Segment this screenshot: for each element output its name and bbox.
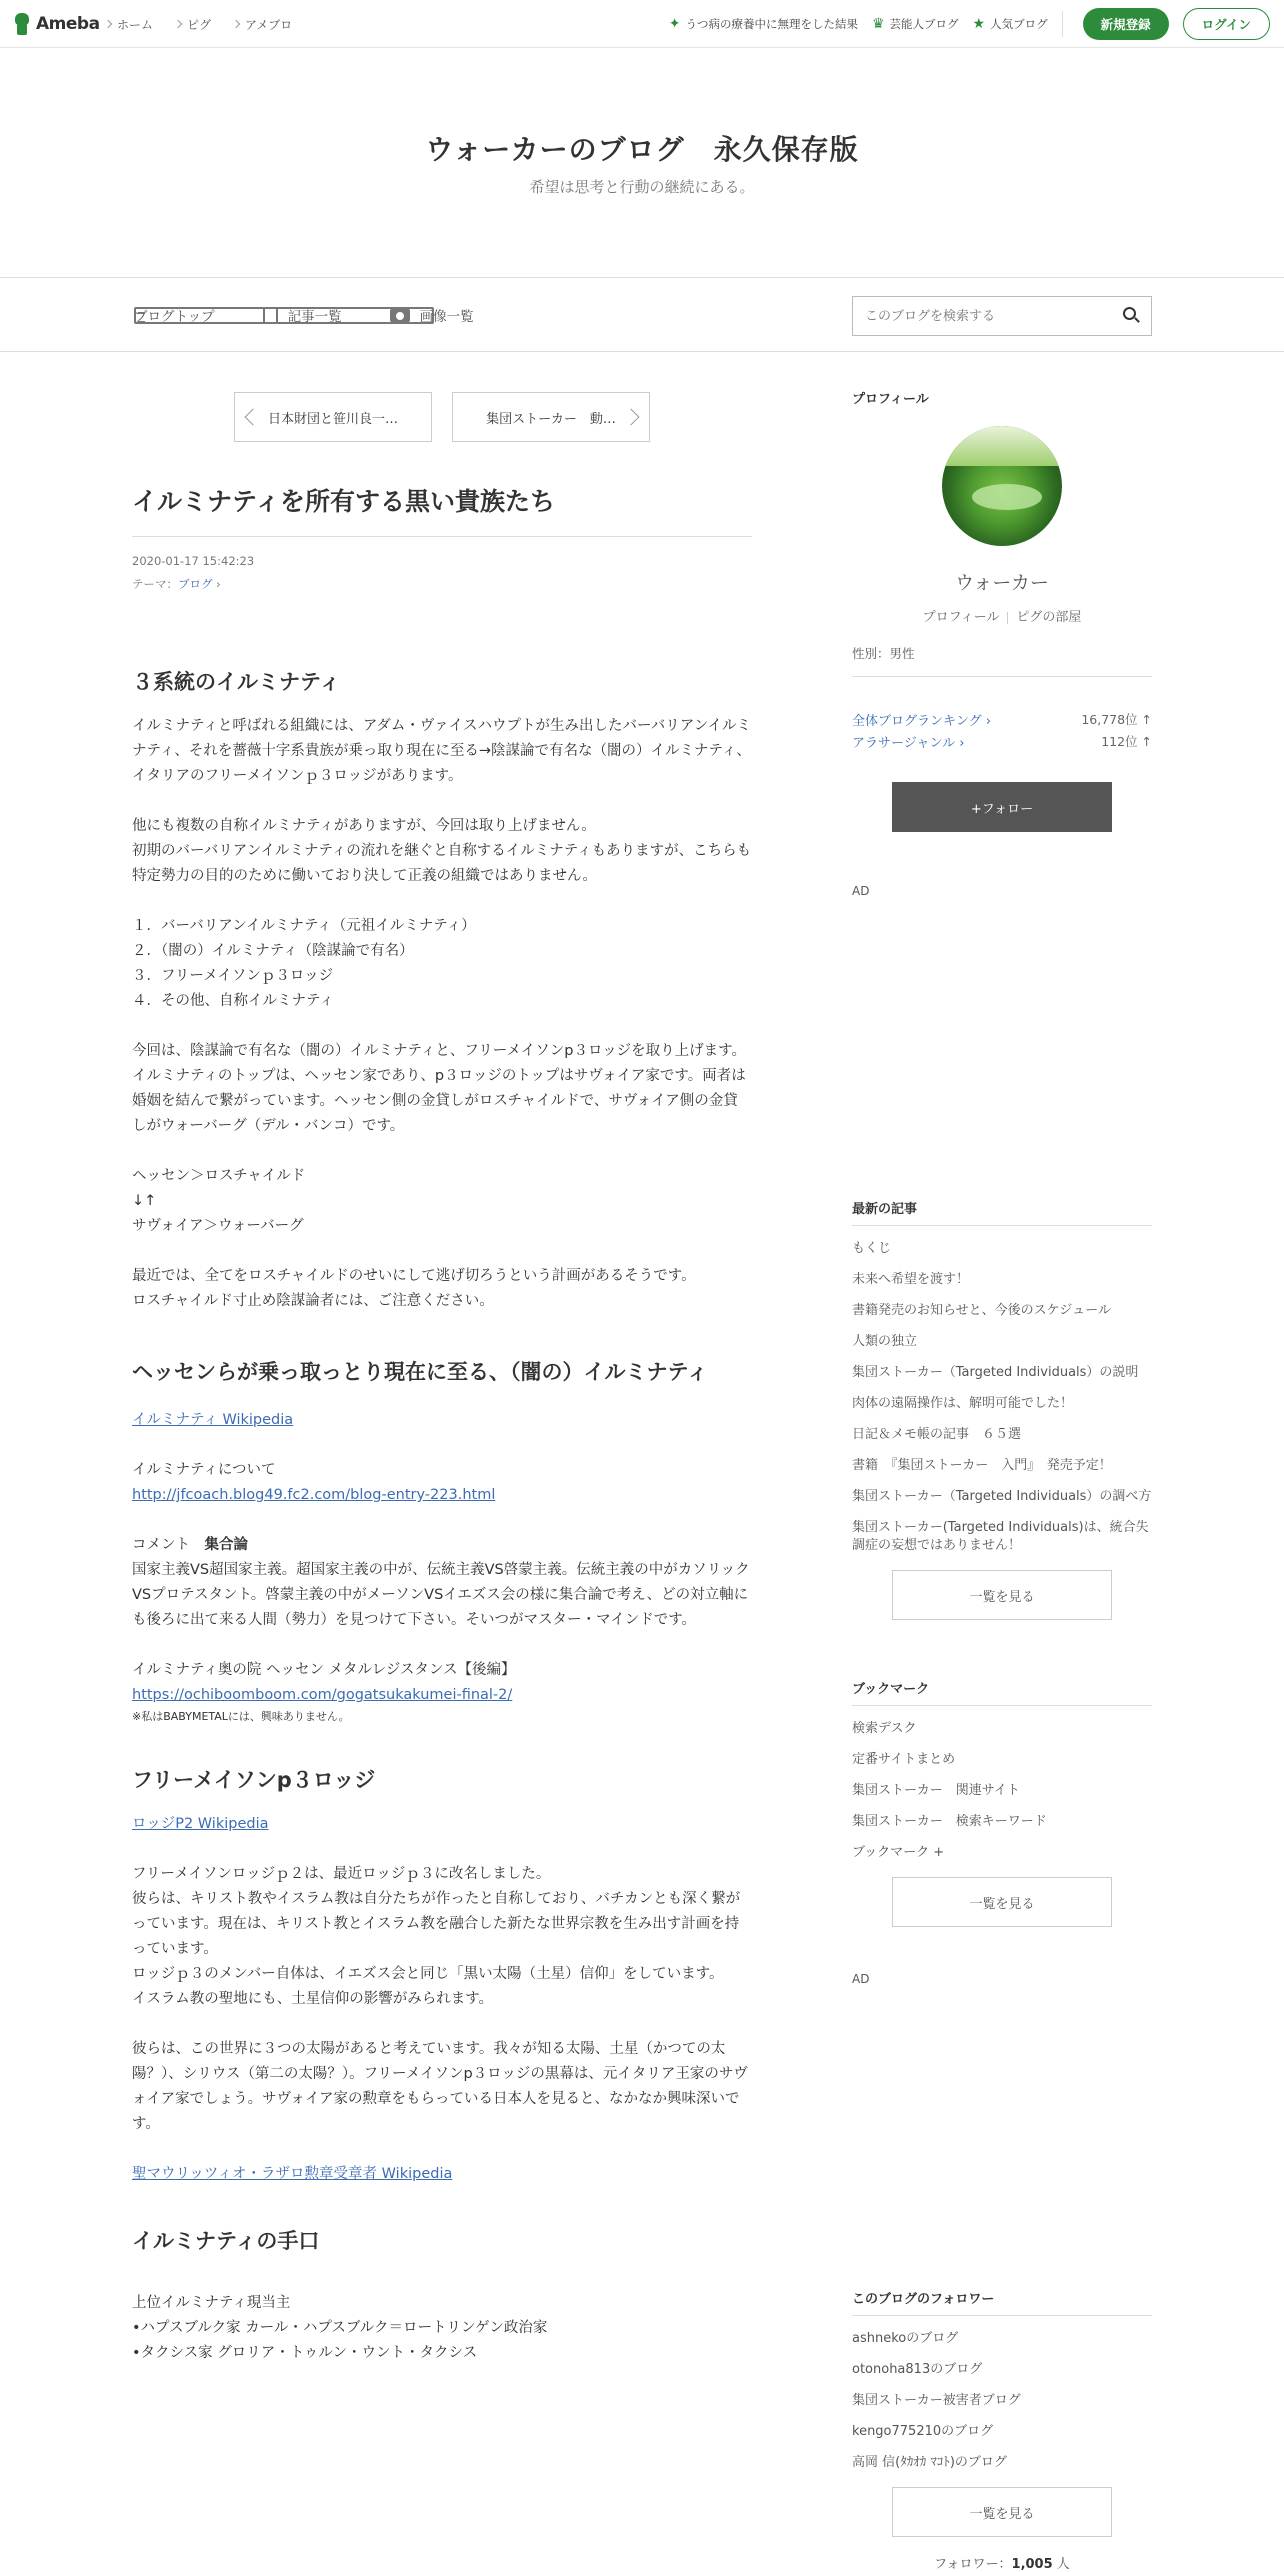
comment-title: 集合論 <box>204 1537 248 1553</box>
next-article-label: 集団ストーカー 動… <box>486 411 616 427</box>
follower-item[interactable]: otonoha813のブログ <box>852 2362 983 2377</box>
crown-icon: ♛ <box>871 16 885 32</box>
overall-ranking-value: 16,778位 ↑ <box>1081 712 1152 727</box>
nav-ameblo[interactable] <box>233 16 292 33</box>
recent-article-item[interactable]: 人類の独立 <box>852 1334 918 1349</box>
paragraph: 上位イルミナティ現当主 <box>132 2295 291 2311</box>
bookmark-item[interactable]: 定番サイトまとめ <box>852 1752 956 1767</box>
recent-article-item[interactable]: 集団ストーカー(Targeted Individuals)は、統合失調症の妄想ではありません！ <box>852 1520 1149 1553</box>
theme-label: テーマ： <box>132 577 178 591</box>
section-heading: イルミナティの手口 <box>132 2229 320 2253</box>
prev-article-label: 日本財団と笹川良一… <box>267 411 398 427</box>
nav-pigg[interactable] <box>175 16 211 33</box>
list-item: ２．（闇の）イルミナティ（陰謀論で有名） <box>132 943 414 959</box>
paragraph: 他にも複数の自称イルミナティがありますが、今回は取り上げません。 <box>132 818 596 834</box>
paragraph: サヴォイア＞ウォーバーグ <box>132 1218 304 1234</box>
profile-gender: 性別：男性 <box>852 644 1152 677</box>
bookmark-see-all-button[interactable]: 一覧を見る <box>892 1877 1112 1927</box>
chevron-right-icon <box>104 20 112 28</box>
list-item: １．バーバリアンイルミナティ（元祖イルミナティ） <box>132 918 476 934</box>
paragraph: •ハプスブルク家 カール・ハプスブルク＝ロートリンゲン政治家 <box>132 2320 548 2336</box>
ameba-logo-icon <box>12 12 32 36</box>
paragraph: 最近では、全てをロスチャイルドのせいにして逃げ切ろうという計画があるそうです。 <box>132 1268 696 1284</box>
paragraph: イスラム教の聖地にも、土星信仰の影響がみられます。 <box>132 1991 494 2007</box>
recent-see-all-button[interactable]: 一覧を見る <box>892 1570 1112 1620</box>
sparkle-icon: ✦ <box>668 16 681 32</box>
pig-room-link[interactable]: ピグの部屋 <box>1016 610 1082 625</box>
blog-top-link[interactable] <box>134 305 215 325</box>
popular-blog-label: 人気ブログ <box>990 17 1048 31</box>
blog-description: 希望は思考と行動の継続にある。 <box>529 178 755 196</box>
article-date: 2020-01-17 15:42:23 <box>132 554 255 568</box>
section-heading: ３系統のイルミナティ <box>132 670 341 694</box>
copy-icon <box>263 307 278 324</box>
trending-link[interactable] <box>669 16 858 32</box>
top-nav <box>105 0 292 48</box>
nav-pigg-label: ピグ <box>187 17 212 32</box>
ameba-logo-text: Ameba <box>36 14 100 34</box>
comment-label: コメント <box>132 1537 205 1553</box>
paragraph: ロッジｐ３のメンバー自体は、イエズス会と同じ「黒い太陽（土星）信仰」をしています。 <box>132 1966 724 1982</box>
paragraph: イルミナティについて <box>132 1462 276 1478</box>
paragraph: ↓↑ <box>132 1193 157 1209</box>
recent-article-item[interactable]: 肉体の遠隔操作は、解明可能でした！ <box>852 1396 1074 1411</box>
paragraph: イルミナティ奥の院 ヘッセン メタルレジスタンス【後編】 <box>132 1662 516 1678</box>
blog-search <box>852 296 1152 336</box>
recent-article-item[interactable]: 書籍 『集団ストーカー 入門』 発売予定！ <box>852 1458 1112 1473</box>
nav-ameblo-label: アメブロ <box>245 17 293 32</box>
profile-heading: プロフィール <box>852 392 929 407</box>
follower-item[interactable]: 集団ストーカー被害者ブログ <box>852 2393 1021 2408</box>
article-pager <box>234 392 650 442</box>
profile-name[interactable]: ウォーカー <box>955 572 1049 594</box>
recent-article-item[interactable]: もくじ <box>852 1241 892 1256</box>
trending-link-label: うつ病の療養中に無理をした結果 <box>685 17 858 31</box>
article-title: イルミナティを所有する黒い貴族たち <box>132 482 752 537</box>
followers-heading: このブログのフォロワー <box>852 2288 1152 2316</box>
blog-title[interactable]: ウォーカーのブログ 永久保存版 <box>425 133 859 166</box>
recent-heading: 最新の記事 <box>852 1198 1152 1226</box>
signup-button[interactable]: 新規登録 <box>1083 8 1169 40</box>
next-article-button[interactable] <box>452 392 650 442</box>
paragraph: 彼らは、キリスト教やイスラム教は自分たちが作ったと自称しており、バチカンとも深く繋がっています。現在は、キリスト教とイスラム教を融合した新たな世界宗教を生み出す計画を持っています。 <box>132 1891 741 1957</box>
blog-header <box>0 48 1284 278</box>
recent-articles <box>852 1198 1152 1620</box>
wikipedia-link[interactable]: ロッジP2 Wikipedia <box>132 1816 269 1832</box>
list-item: ４．その他、自称イルミナティ <box>132 993 334 1009</box>
wikipedia-link[interactable]: 聖マウリッツィオ・ラザロ勲章受章者 Wikipedia <box>132 2166 453 2182</box>
chevron-right-icon <box>623 409 640 426</box>
follower-count-value: 1,005 <box>1011 2557 1053 2572</box>
genre-ranking-label: アラサージャンル <box>852 735 956 751</box>
bookmark-heading: ブックマーク <box>852 1678 1152 1706</box>
paragraph: •タクシス家 グロリア・トゥルン・ウント・タクシス <box>132 2345 478 2361</box>
footnote: ※私はBABYMETALには、興味ありません。 <box>132 1710 350 1723</box>
theme-link[interactable]: ブログ <box>178 577 213 591</box>
blog-top-label: ブログトップ <box>134 309 215 325</box>
celebrity-blog-label: 芸能人ブログ <box>889 17 959 31</box>
bookmark-item[interactable]: 集団ストーカー 検索キーワード <box>852 1814 1047 1829</box>
divider <box>1062 11 1063 37</box>
bookmark-item[interactable]: 検索デスク <box>852 1721 917 1736</box>
recent-article-item[interactable]: 日記＆メモ帳の記事 ６５選 <box>852 1427 1022 1442</box>
login-button[interactable]: ログイン <box>1183 8 1270 40</box>
profile-avatar[interactable] <box>942 426 1062 546</box>
follower-count <box>852 2553 1152 2572</box>
followers-see-all-button[interactable]: 一覧を見る <box>892 2487 1112 2537</box>
camera-icon <box>390 308 410 323</box>
ad-label: AD <box>852 1972 870 1986</box>
recent-article-item[interactable]: 書籍発売のお知らせと、今後のスケジュール <box>852 1303 1111 1318</box>
celebrity-blog-link[interactable] <box>872 16 959 32</box>
section-heading: フリーメイソンp３ロッジ <box>132 1768 376 1792</box>
bookmark-add-item[interactable]: ブックマーク + <box>852 1845 945 1860</box>
follower-item[interactable]: kengo775210のブログ <box>852 2424 994 2439</box>
external-link[interactable]: https://ochiboomboom.com/gogatsukakumei-final-2/ <box>132 1687 513 1703</box>
paragraph: イルミナティと呼ばれる組織には、アダム・ヴァイスハウプトが生み出したバーバリアンイルミナティ、それを薔薇十字系貴族が乗っ取り現在に至る→陰謀論で有名な（闇の）イルミナティ、イタリアのフリーメイソンｐ３ロッジがあります。 <box>132 718 752 784</box>
article-body <box>132 664 752 2366</box>
article-list-label: 記事一覧 <box>287 309 342 325</box>
recent-article-item[interactable]: 未来へ希望を渡す！ <box>852 1272 970 1287</box>
paragraph: イルミナティのトップは、ヘッセン家であり、p３ロッジのトップはサヴォイア家です。両者は婚姻を結んで繋がっています。ヘッセン側の金貸しがロスチャイルドで、サヴォイア側の金貸しがウォーバーグ（デル・バンコ）です。 <box>132 1068 746 1134</box>
search-icon[interactable] <box>1123 307 1139 323</box>
paragraph: 初期のバーバリアンイルミナティの流れを継ぐと自称するイルミナティもありますが、こちらも特定勢力の目的のために働いており決して正義の組織ではありません。 <box>132 843 752 884</box>
wikipedia-link[interactable]: イルミナティ Wikipedia <box>132 1412 294 1428</box>
popular-blog-link[interactable] <box>973 16 1048 32</box>
paragraph: 今回は、陰謀論で有名な（闇の）イルミナティと、フリーメイソンp３ロッジを取り上げます。 <box>132 1043 746 1059</box>
paragraph <box>132 1533 752 1558</box>
ad-label: AD <box>852 884 870 898</box>
star-icon: ★ <box>972 16 986 32</box>
prev-article-button[interactable] <box>234 392 432 442</box>
external-link[interactable]: http://jfcoach.blog49.fc2.com/blog-entry-223.html <box>132 1487 496 1503</box>
paragraph: 彼らは、この世界に３つの太陽があると考えています。我々が知る太陽、土星（かつての太陽？）、シリウス（第二の太陽？）。フリーメイソンp３ロッジの黒幕は、元イタリア王家のサヴォイア家でしょう。サヴォイア家の勲章をもらっている日本人を見ると、なかなか興味深いです。 <box>132 2041 748 2132</box>
list-item: ３．フリーメイソンｐ３ロッジ <box>132 968 334 984</box>
paragraph: ロスチャイルド寸止め陰謀論者には、ご注意ください。 <box>132 1293 494 1309</box>
chevron-left-icon <box>245 409 262 426</box>
section-heading: ヘッセンらが乗っ取っとり現在に至る、（闇の）イルミナティ <box>132 1360 708 1384</box>
top-bar <box>0 0 1284 48</box>
overall-ranking-link[interactable]: 全体ブログランキング › <box>852 713 991 729</box>
overall-ranking-label: 全体ブログランキング <box>852 713 982 729</box>
ameba-logo[interactable] <box>12 12 100 36</box>
genre-ranking-value: 112位 ↑ <box>1101 734 1152 749</box>
chevron-right-icon: › <box>212 577 221 591</box>
follower-item[interactable]: ashnekoのブログ <box>852 2331 959 2346</box>
follower-item[interactable]: 高岡 信(ﾀｶｵｶ ﾏｺﾄ)のブログ <box>852 2455 1007 2470</box>
follower-count-label: フォロワー： <box>934 2557 1012 2572</box>
followers <box>852 2288 1152 2572</box>
recent-article-item[interactable]: 集団ストーカー（Targeted Individuals）の説明 <box>852 1365 1139 1380</box>
paragraph: ヘッセン＞ロスチャイルド <box>132 1168 306 1184</box>
top-right-nav <box>669 8 1270 40</box>
blog-nav <box>0 278 1284 352</box>
blog-search-input[interactable] <box>853 297 1093 335</box>
follow-button[interactable]: +フォロー <box>892 782 1112 832</box>
bookmark-item[interactable]: 集団ストーカー 関連サイト <box>852 1783 1020 1798</box>
profile-links <box>852 606 1152 625</box>
genre-ranking-link[interactable]: アラサージャンル › <box>852 735 965 751</box>
article-theme <box>132 576 221 592</box>
paragraph: 国家主義VS超国家主義。超国家主義の中が、伝統主義VS啓蒙主義。伝統主義の中がカソリックVSプロテスタント。啓蒙主義の中がメーソンVSイエズス会の様に集合論で考え、どの対立軸にも後ろに出て来る人間（勢力）を見つけて下さい。そいつがマスター・マインドです。 <box>132 1562 750 1628</box>
recent-article-item[interactable]: 集団ストーカー（Targeted Individuals）の調べ方 <box>852 1489 1152 1504</box>
image-list-label: 画像一覧 <box>419 309 474 325</box>
bookmarks <box>852 1678 1152 1927</box>
follower-count-unit: 人 <box>1056 2557 1070 2572</box>
chevron-right-icon <box>232 20 240 28</box>
nav-home-label: ホーム <box>117 17 154 32</box>
paragraph: フリーメイソンロッジｐ２は、最近ロッジｐ３に改名しました。 <box>132 1866 551 1882</box>
nav-home[interactable] <box>105 16 153 33</box>
ranking <box>852 708 1152 752</box>
profile-link[interactable]: プロフィール <box>922 610 1000 625</box>
chevron-right-icon <box>174 20 182 28</box>
